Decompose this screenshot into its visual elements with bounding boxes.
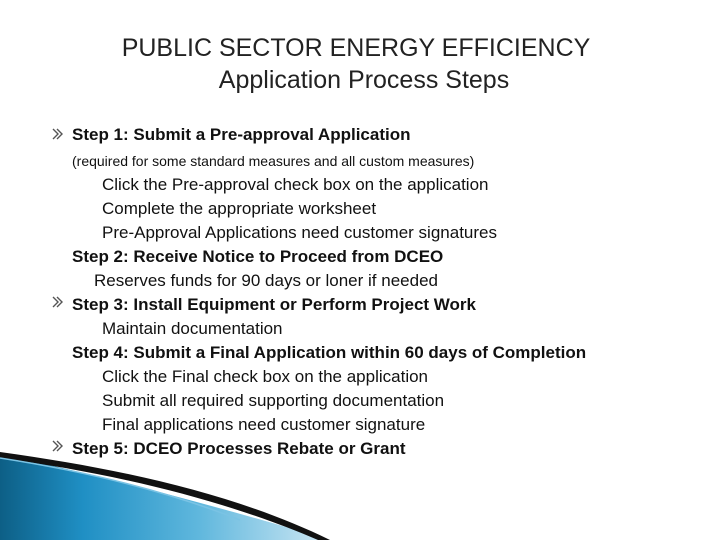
step-2-item: Reserves funds for 90 days or loner if needed (94, 271, 438, 290)
step-5-heading: Step 5: DCEO Processes Rebate or Grant (72, 439, 406, 458)
decorative-swoosh (0, 440, 720, 540)
step-1-heading: Step 1: Submit a Pre-approval Application (72, 125, 411, 144)
step-1-note: (required for some standard measures and all custom measures) (72, 153, 475, 169)
bullet-icon (52, 296, 64, 308)
step-3-item: Maintain documentation (102, 319, 283, 338)
slide-title (0, 32, 720, 96)
step-4-item: Submit all required supporting documentation (102, 391, 445, 410)
title-line-1: PUBLIC SECTOR ENERGY EFFICIENCY (121, 34, 591, 62)
step-1-item: Pre-Approval Applications need customer signatures (102, 223, 497, 242)
step-1-item: Click the Pre-approval check box on the application (102, 175, 489, 194)
step-2-heading: Step 2: Receive Notice to Proceed from DCEO (72, 247, 444, 266)
step-4-item: Final applications need customer signature (102, 415, 426, 434)
step-3-heading: Step 3: Install Equipment or Perform Project Work (72, 295, 476, 314)
step-4-heading: Step 4: Submit a Final Application within 60 days of Completion (72, 343, 587, 362)
step-1-item: Complete the appropriate worksheet (102, 199, 377, 218)
step-4-item: Click the Final check box on the application (102, 367, 429, 386)
title-line-2: Application Process Steps (218, 66, 510, 94)
bullet-icon (52, 128, 64, 140)
